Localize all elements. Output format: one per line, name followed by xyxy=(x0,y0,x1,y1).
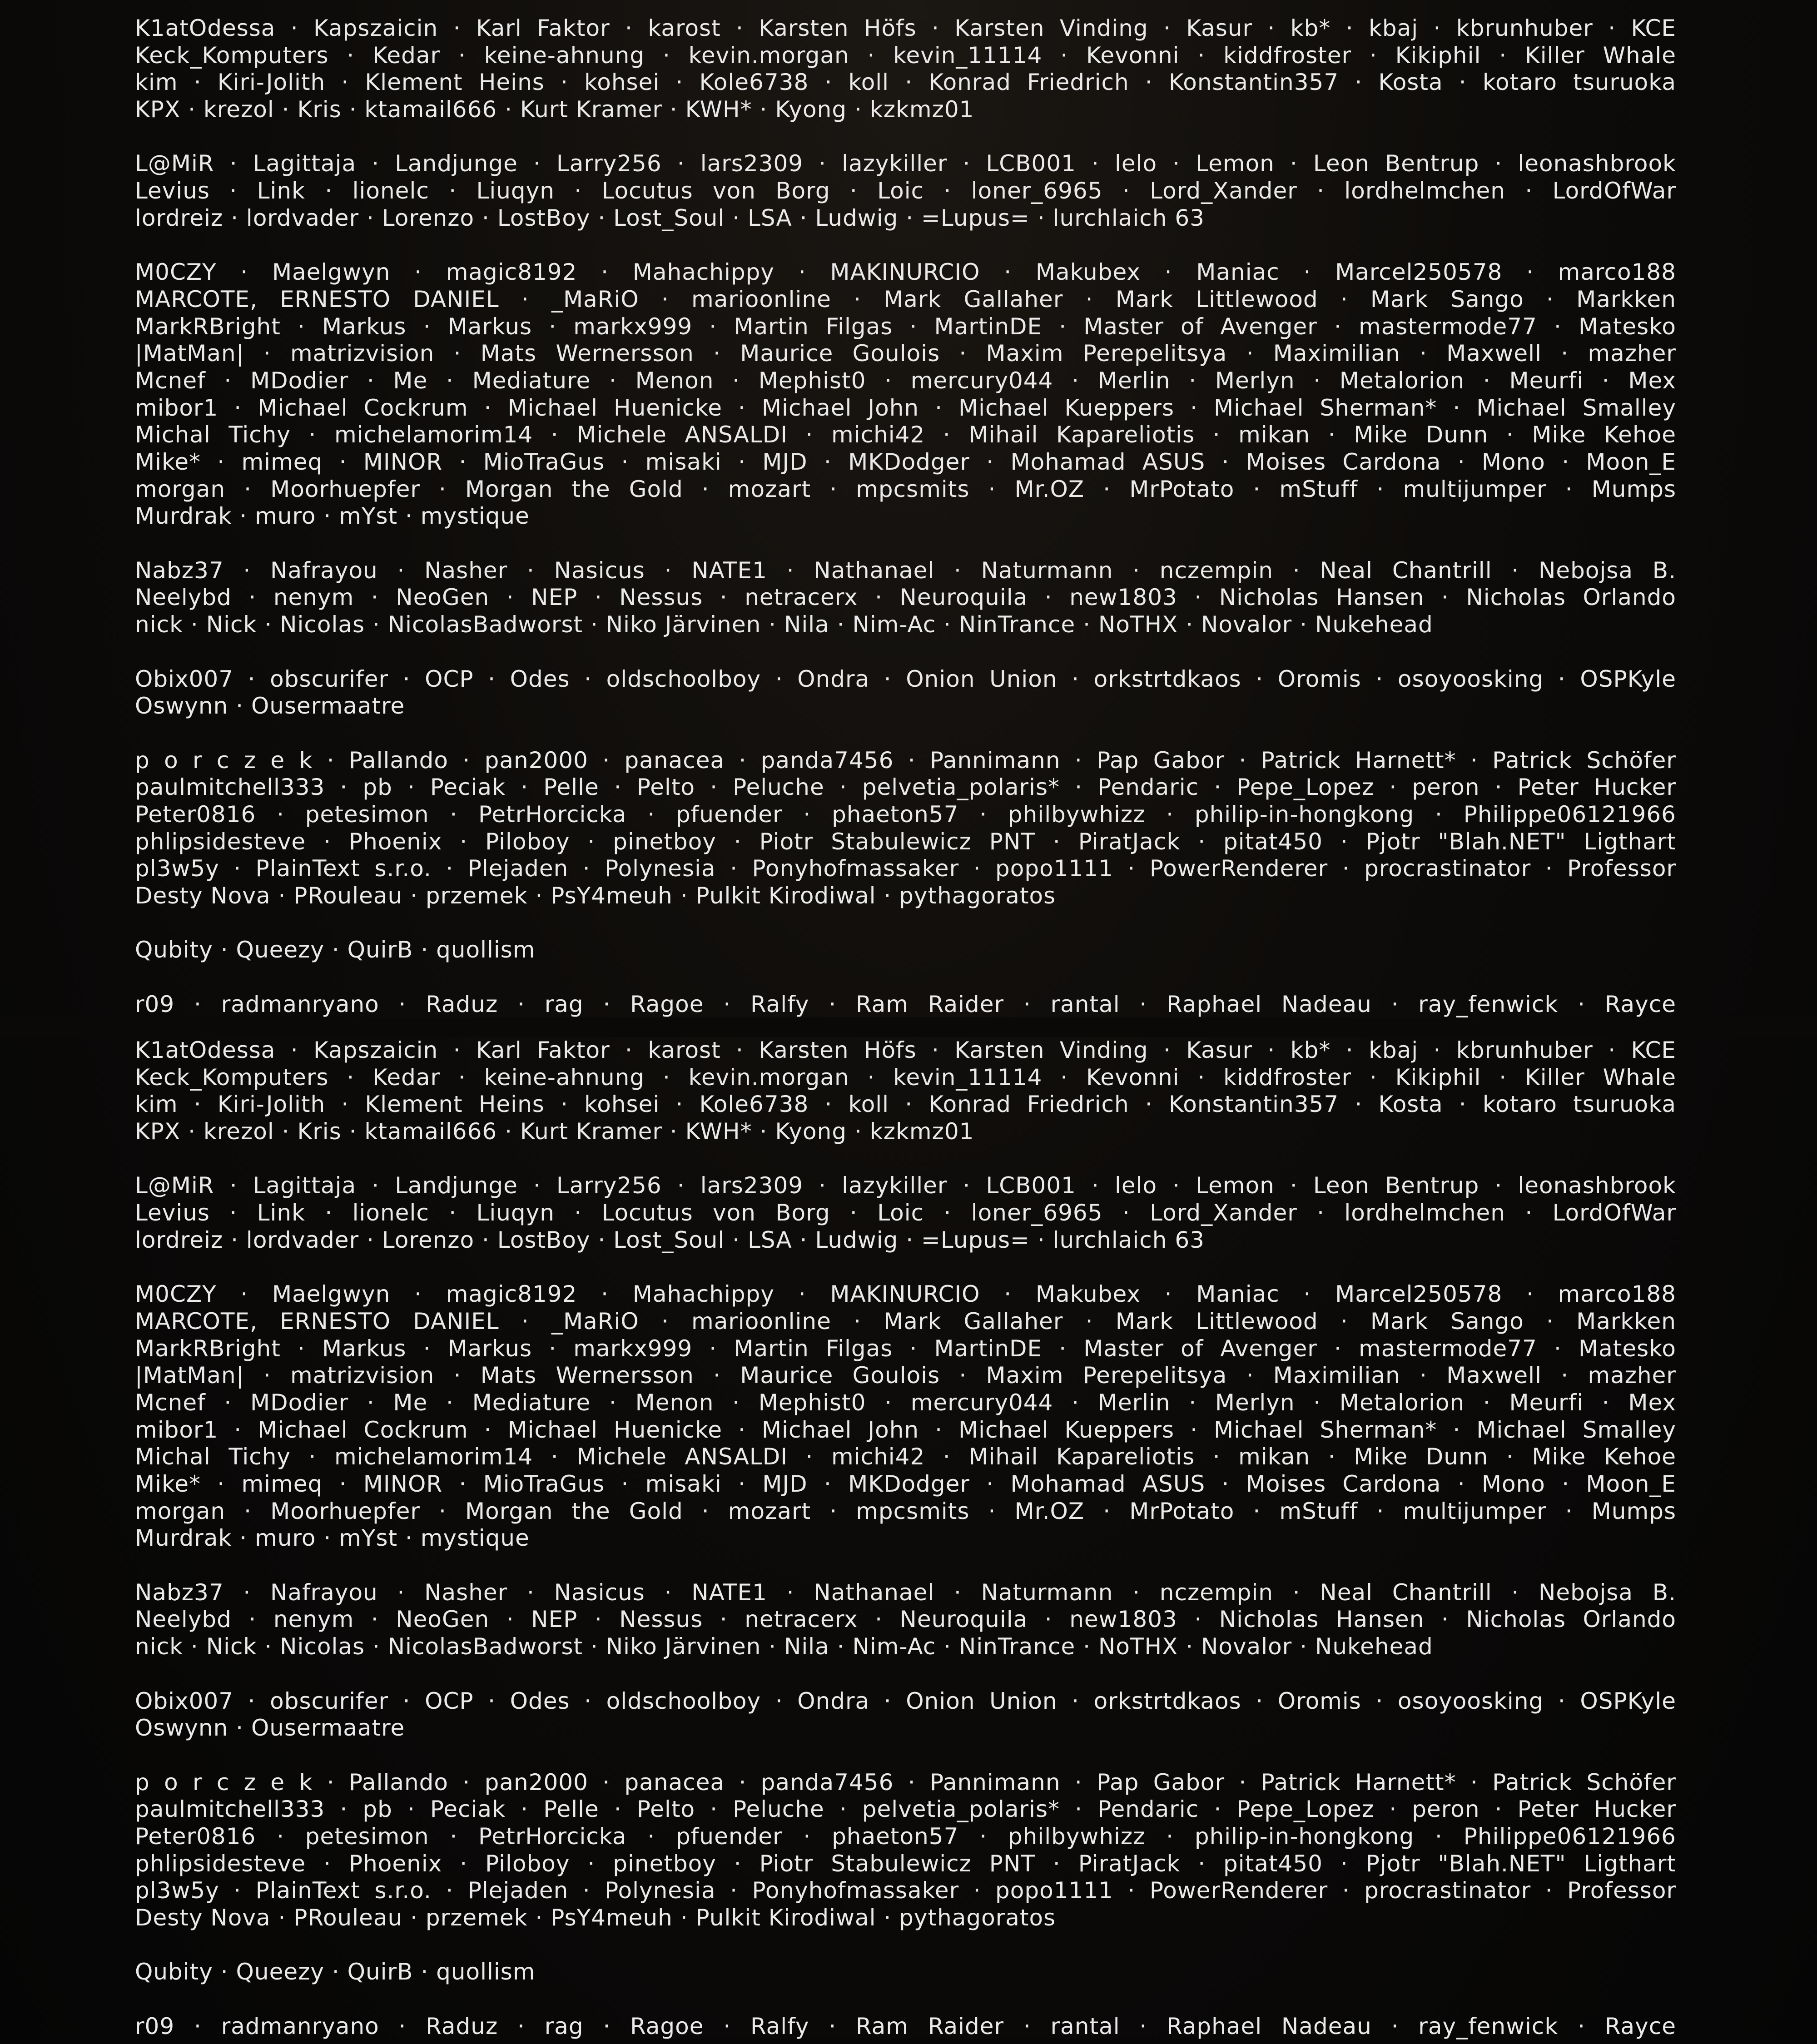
credits-line: M0CZY · Maelgwyn · magic8192 · Mahachippy · MAKINURCIO · Makubex · Maniac · Marcel250578 · marco188 xyxy=(135,259,1676,286)
credits-line: pl3w5y · PlainText s.r.o. · Plejaden · Polynesia · Ponyhofmassaker · popo1111 · PowerRenderer · procrastinator · Professor xyxy=(135,855,1676,882)
credits-line: MARCOTE, ERNESTO DANIEL · _MaRiO · marioonline · Mark Gallaher · Mark Littlewood · Mark Sango · Markken xyxy=(135,1308,1676,1335)
credits-line: K1atOdessa · Kapszaicin · Karl Faktor · karost · Karsten Höfs · Karsten Vinding · Kasur · kb* · kbaj · kbrunhuber · KCE xyxy=(135,1037,1676,1063)
credits-line: Mcnef · MDodier · Me · Mediature · Menon · Mephist0 · mercury044 · Merlin · Merlyn · Metalorion · Meurfi · Mex xyxy=(135,367,1676,394)
credits-group-r xyxy=(135,2013,1676,2040)
credits-line: |MatMan| · matrizvision · Mats Wernersson · Maurice Goulois · Maxim Perepelitsya · Maximilian · Maxwell · mazher xyxy=(135,340,1676,367)
credits-line: lordreiz · lordvader · Lorenzo · LostBoy · Lost_Soul · LSA · Ludwig · =Lupus= · lurchlaich 63 xyxy=(135,204,1205,231)
credits-line: paulmitchell333 · pb · Peciak · Pelle · Pelto · Peluche · pelvetia_polaris* · Pendaric · Pepe_Lopez · peron · Peter Hucker xyxy=(135,1796,1676,1823)
credits-line: Mcnef · MDodier · Me · Mediature · Menon · Mephist0 · mercury044 · Merlin · Merlyn · Metalorion · Meurfi · Mex xyxy=(135,1389,1676,1416)
credits-line: mibor1 · Michael Cockrum · Michael Huenicke · Michael John · Michael Kueppers · Michael Sherman* · Michael Smalley xyxy=(135,394,1676,421)
credits-line: Mike* · mimeq · MINOR · MioTraGus · misaki · MJD · MKDodger · Mohamad ASUS · Moises Cardona · Mono · Moon_E xyxy=(135,1471,1676,1497)
credits-line: morgan · Moorhuepfer · Morgan the Gold · mozart · mpcsmits · Mr.OZ · MrPotato · mStuff · multijumper · Mumps xyxy=(135,476,1676,502)
credits-line: paulmitchell333 · pb · Peciak · Pelle · Pelto · Peluche · pelvetia_polaris* · Pendaric · Pepe_Lopez · peron · Peter Hucker xyxy=(135,774,1676,801)
credits-line: Oswynn · Ousermaatre xyxy=(135,693,405,719)
credits-group-l xyxy=(135,150,1676,232)
credits-line: M0CZY · Maelgwyn · magic8192 · Mahachippy · MAKINURCIO · Makubex · Maniac · Marcel250578 · marco188 xyxy=(135,1281,1676,1308)
credits-group-o xyxy=(135,666,1676,720)
credits-group-k xyxy=(135,1037,1676,1146)
credits-line: L@MiR · Lagittaja · Landjunge · Larry256 · lars2309 · lazykiller · LCB001 · lelo · Lemon · Leon Bentrup · leonashbrook xyxy=(135,1172,1676,1199)
credits-group-l xyxy=(135,1172,1676,1254)
credits-list xyxy=(135,15,1676,1045)
credits-line: Mike* · mimeq · MINOR · MioTraGus · misaki · MJD · MKDodger · Mohamad ASUS · Moises Cardona · Mono · Moon_E xyxy=(135,449,1676,475)
credits-group-n xyxy=(135,557,1676,639)
scroll-bottom-edge xyxy=(0,2039,1817,2044)
credits-line: Desty Nova · PRouleau · przemek · PsY4meuh · Pulkit Kirodiwal · pythagoratos xyxy=(135,883,1056,909)
credits-line: nick · Nick · Nicolas · NicolasBadworst · Niko Järvinen · Nila · Nim-Ac · NinTrance · NoTHX · Novalor · Nukehead xyxy=(135,611,1433,638)
credits-line: phlipsidesteve · Phoenix · Piloboy · pinetboy · Piotr Stabulewicz PNT · PiratJack · pitat450 · Pjotr "Blah.NET" Ligthart xyxy=(135,1850,1676,1877)
credits-group-m xyxy=(135,259,1676,530)
credits-line: Murdrak · muro · mYst · mystique xyxy=(135,1525,530,1552)
credits-line: r09 · radmanryano · Raduz · rag · Ragoe · Ralfy · Ram Raider · rantal · Raphael Nadeau · ray_fenwick · Rayce xyxy=(135,991,1676,1017)
credits-group-o xyxy=(135,1688,1676,1742)
credits-line: Oswynn · Ousermaatre xyxy=(135,1715,405,1741)
credits-list-repeat xyxy=(135,1037,1676,2044)
credits-line: MarkRBright · Markus · Markus · markx999 · Martin Filgas · MartinDE · Master of Avenger · mastermode77 · Matesko xyxy=(135,1335,1676,1362)
credits-line: p o r c z e k · Pallando · pan2000 · panacea · panda7456 · Pannimann · Pap Gabor · Patrick Harnett* · Patrick Schöfer xyxy=(135,1769,1676,1796)
credits-line: Obix007 · obscurifer · OCP · Odes · oldschoolboy · Ondra · Onion Union · orkstrtdkaos · Oromis · osoyoosking · OSPKyle xyxy=(135,665,1676,692)
credits-line: lordreiz · lordvader · Lorenzo · LostBoy · Lost_Soul · LSA · Ludwig · =Lupus= · lurchlaich 63 xyxy=(135,1226,1205,1253)
credits-group-k xyxy=(135,15,1676,124)
credits-line: Peter0816 · petesimon · PetrHorcicka · pfuender · phaeton57 · philbywhizz · philip-in-hongkong · Philippe06121966 xyxy=(135,1823,1676,1850)
credits-line: Nabz37 · Nafrayou · Nasher · Nasicus · NATE1 · Nathanael · Naturmann · nczempin · Neal Chantrill · Nebojsa B. xyxy=(135,1579,1676,1606)
credits-line: Levius · Link · lionelc · Liuqyn · Locutus von Borg · Loic · loner_6965 · Lord_Xander · lordhelmchen · LordOfWar xyxy=(135,178,1676,204)
credits-line: MarkRBright · Markus · Markus · markx999 · Martin Filgas · MartinDE · Master of Avenger · mastermode77 · Matesko xyxy=(135,313,1676,340)
credits-line: Qubity · Queezy · QuirB · quollism xyxy=(135,1959,536,1985)
credits-line: MARCOTE, ERNESTO DANIEL · _MaRiO · marioonline · Mark Gallaher · Mark Littlewood · Mark Sango · Markken xyxy=(135,286,1676,313)
credits-line: phlipsidesteve · Phoenix · Piloboy · pinetboy · Piotr Stabulewicz PNT · PiratJack · pitat450 · Pjotr "Blah.NET" Ligthart xyxy=(135,828,1676,855)
credits-line: pl3w5y · PlainText s.r.o. · Plejaden · Polynesia · Ponyhofmassaker · popo1111 · PowerRenderer · procrastinator · Professor xyxy=(135,1877,1676,1904)
credits-line: Neelybd · nenym · NeoGen · NEP · Nessus · netracerx · Neuroquila · new1803 · Nicholas Hansen · Nicholas Orlando xyxy=(135,1606,1676,1633)
credits-line: kim · Kiri-Jolith · Klement Heins · kohsei · Kole6738 · koll · Konrad Friedrich · Konstantin357 · Kosta · kotaro tsuruoka xyxy=(135,69,1676,96)
credits-line: Desty Nova · PRouleau · przemek · PsY4meuh · Pulkit Kirodiwal · pythagoratos xyxy=(135,1905,1056,1931)
credits-group-p xyxy=(135,1769,1676,1932)
credits-group-m xyxy=(135,1281,1676,1552)
credits-line: Keck_Komputers · Kedar · keine-ahnung · kevin.morgan · kevin_11114 · Kevonni · kiddfroster · Kikiphil · Killer Whale xyxy=(135,42,1676,69)
credits-line: morgan · Moorhuepfer · Morgan the Gold · mozart · mpcsmits · Mr.OZ · MrPotato · mStuff · multijumper · Mumps xyxy=(135,1498,1676,1524)
credits-line: kim · Kiri-Jolith · Klement Heins · kohsei · Kole6738 · koll · Konrad Friedrich · Konstantin357 · Kosta · kotaro tsuruoka xyxy=(135,1091,1676,1118)
credits-group-n xyxy=(135,1579,1676,1661)
credits-line: Michal Tichy · michelamorim14 · Michele ANSALDI · michi42 · Mihail Kapareliotis · mikan · Mike Dunn · Mike Kehoe xyxy=(135,1444,1676,1470)
credits-line: p o r c z e k · Pallando · pan2000 · panacea · panda7456 · Pannimann · Pap Gabor · Patrick Harnett* · Patrick Schöfer xyxy=(135,747,1676,774)
credits-group-q xyxy=(135,1959,1676,1986)
credits-line: Nabz37 · Nafrayou · Nasher · Nasicus · NATE1 · Nathanael · Naturmann · nczempin · Neal Chantrill · Nebojsa B. xyxy=(135,557,1676,584)
credits-group-r xyxy=(135,991,1676,1018)
credits-line: nick · Nick · Nicolas · NicolasBadworst · Niko Järvinen · Nila · Nim-Ac · NinTrance · NoTHX · Novalor · Nukehead xyxy=(135,1633,1433,1660)
credits-line: Murdrak · muro · mYst · mystique xyxy=(135,503,530,530)
credits-line: Neelybd · nenym · NeoGen · NEP · Nessus · netracerx · Neuroquila · new1803 · Nicholas Hansen · Nicholas Orlando xyxy=(135,584,1676,611)
credits-line: KPX · krezol · Kris · ktamail666 · Kurt Kramer · KWH* · Kyong · kzkmz01 xyxy=(135,96,974,123)
credits-group-q xyxy=(135,937,1676,964)
credits-line: Qubity · Queezy · QuirB · quollism xyxy=(135,937,536,963)
credits-line: |MatMan| · matrizvision · Mats Wernersson · Maurice Goulois · Maxim Perepelitsya · Maximilian · Maxwell · mazher xyxy=(135,1362,1676,1389)
credits-line: L@MiR · Lagittaja · Landjunge · Larry256 · lars2309 · lazykiller · LCB001 · lelo · Lemon · Leon Bentrup · leonashbrook xyxy=(135,150,1676,177)
credits-line: Levius · Link · lionelc · Liuqyn · Locutus von Borg · Loic · loner_6965 · Lord_Xander · lordhelmchen · LordOfWar xyxy=(135,1200,1676,1226)
credits-line: K1atOdessa · Kapszaicin · Karl Faktor · karost · Karsten Höfs · Karsten Vinding · Kasur · kb* · kbaj · kbrunhuber · KCE xyxy=(135,15,1676,41)
credits-line: mibor1 · Michael Cockrum · Michael Huenicke · Michael John · Michael Kueppers · Michael Sherman* · Michael Smalley xyxy=(135,1416,1676,1443)
credits-line: Peter0816 · petesimon · PetrHorcicka · pfuender · phaeton57 · philbywhizz · philip-in-hongkong · Philippe06121966 xyxy=(135,801,1676,828)
scroll-seam xyxy=(0,1017,1817,1037)
credits-line: Obix007 · obscurifer · OCP · Odes · oldschoolboy · Ondra · Onion Union · orkstrtdkaos · Oromis · osoyoosking · OSPKyle xyxy=(135,1687,1676,1714)
credits-line: KPX · krezol · Kris · ktamail666 · Kurt Kramer · KWH* · Kyong · kzkmz01 xyxy=(135,1118,974,1145)
credits-group-p xyxy=(135,747,1676,910)
credits-line: Michal Tichy · michelamorim14 · Michele ANSALDI · michi42 · Mihail Kapareliotis · mikan · Mike Dunn · Mike Kehoe xyxy=(135,422,1676,448)
credits-line: Keck_Komputers · Kedar · keine-ahnung · kevin.morgan · kevin_11114 · Kevonni · kiddfroster · Kikiphil · Killer Whale xyxy=(135,1064,1676,1091)
credits-line: r09 · radmanryano · Raduz · rag · Ragoe · Ralfy · Ram Raider · rantal · Raphael Nadeau · ray_fenwick · Rayce xyxy=(135,2013,1676,2039)
